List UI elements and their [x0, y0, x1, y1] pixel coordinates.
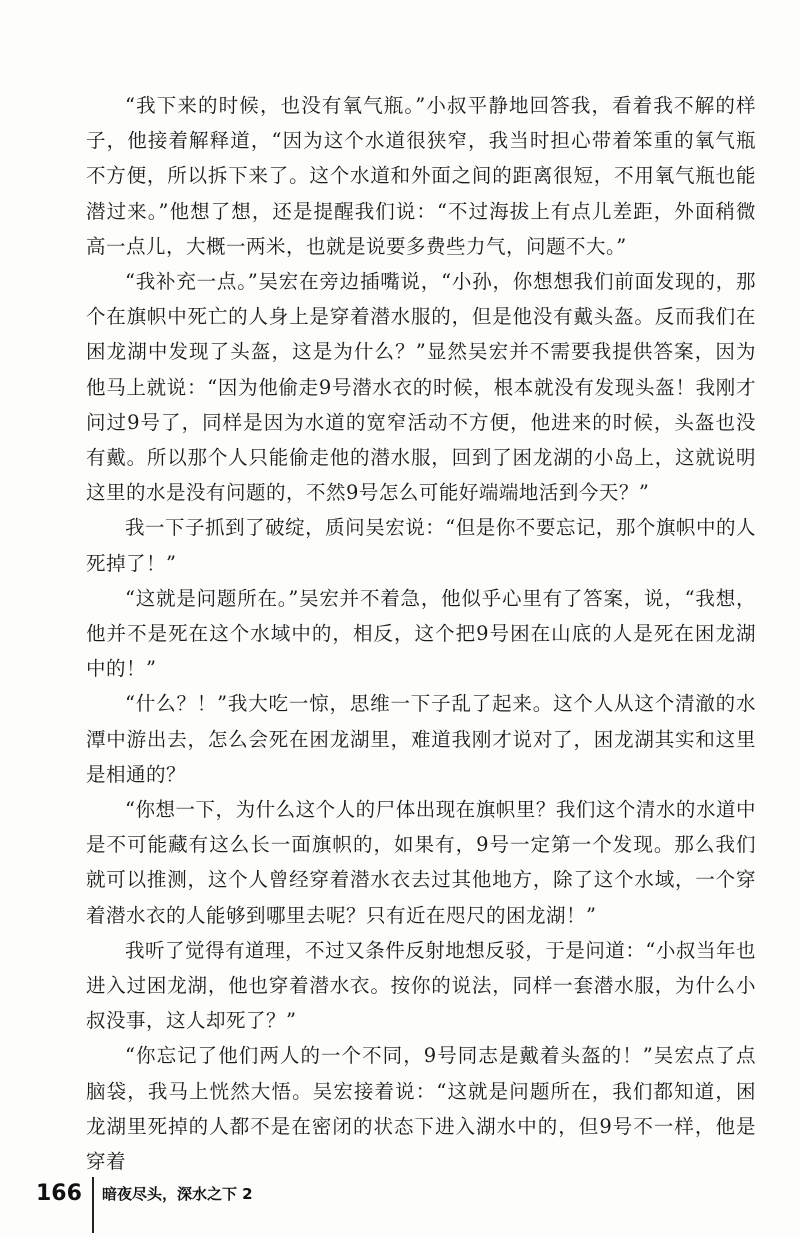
page-number: 166: [36, 1180, 82, 1206]
paragraph-7: 我听了觉得有道理，不过又条件反射地想反驳，于是问道：“小叔当年也进入过困龙湖，他也穿着潜水衣。按你的说法，同样一套潜水服，为什么小叔没事，这人却死了？”: [86, 938, 756, 1033]
body-text: [86, 88, 756, 1179]
paragraph-1: “我下来的时候，也没有氧气瓶。”小叔平静地回答我，看着我不解的样子，他接着解释道，“因为这个水道很狭窄，我当时担心带着笨重的氧气瓶不方便，所以拆下来了。这个水道和外面之间的距离很短，不用氧气瓶也能潜过来。”他想了想，还是提醒我们说：“不过海拔上有点儿差距，外面稍微高一点儿，大概一两米，也就是说要多费些力气，问题不大。”: [86, 94, 756, 258]
paragraph-5: “什么？！”我大吃一惊，思维一下子乱了起来。这个人从这个清澈的水潭中游出去，怎么会死在困龙湖里，难道我刚才说对了，困龙湖其实和这里是相通的？: [86, 692, 756, 786]
footer-divider: [92, 1177, 94, 1233]
paragraph-8: “你忘记了他们两人的一个不同，9号同志是戴着头盔的！”吴宏点了点脑袋，我马上恍然大悟。吴宏接着说：“这就是问题所在，我们都知道，困龙湖里死掉的人都不是在密闭的状态下进入湖水中的，但9号不一样，他是穿着: [86, 1044, 756, 1174]
paragraph-3: 我一下子抓到了破绽，质问吴宏说：“但是你不要忘记，那个旗帜中的人死掉了！”: [86, 516, 756, 575]
paragraph-2: “我补充一点。”吴宏在旁边插嘴说，“小孙，你想想我们前面发现的，那个在旗帜中死亡的人身上是穿着潜水服的，但是他没有戴头盔。反而我们在困龙湖中发现了头盔，这是为什么？”显然吴宏并不需要我提供答案，因为他马上就说：“因为他偷走9号潜水衣的时候，根本就没有发现头盔！我刚才问过9号了，同样是因为水道的宽窄活动不方便，他进来的时候，头盔也没有戴。所以那个人只能偷走他的潜水服，回到了困龙湖的小岛上，这就说明这里的水是没有问题的，不然9号怎么可能好端端地活到今天？”: [86, 270, 756, 505]
paragraph-4: “这就是问题所在。”吴宏并不着急，他似乎心里有了答案，说，“我想，他并不是死在这个水域中的，相反，这个把9号困在山底的人是死在困龙湖中的！”: [86, 586, 756, 681]
running-title: 暗夜尽头，深水之下 2: [101, 1184, 253, 1203]
page-footer: [36, 1178, 253, 1208]
paragraph-6: “你想一下，为什么这个人的尸体出现在旗帜里？我们这个清水的水道中是不可能藏有这么长一面旗帜的，如果有，9号一定第一个发现。那么我们就可以推测，这个人曾经穿着潜水衣去过其他地方，除了这个水域，一个穿着潜水衣的人能够到哪里去呢？只有近在咫尺的困龙湖！”: [86, 798, 756, 927]
